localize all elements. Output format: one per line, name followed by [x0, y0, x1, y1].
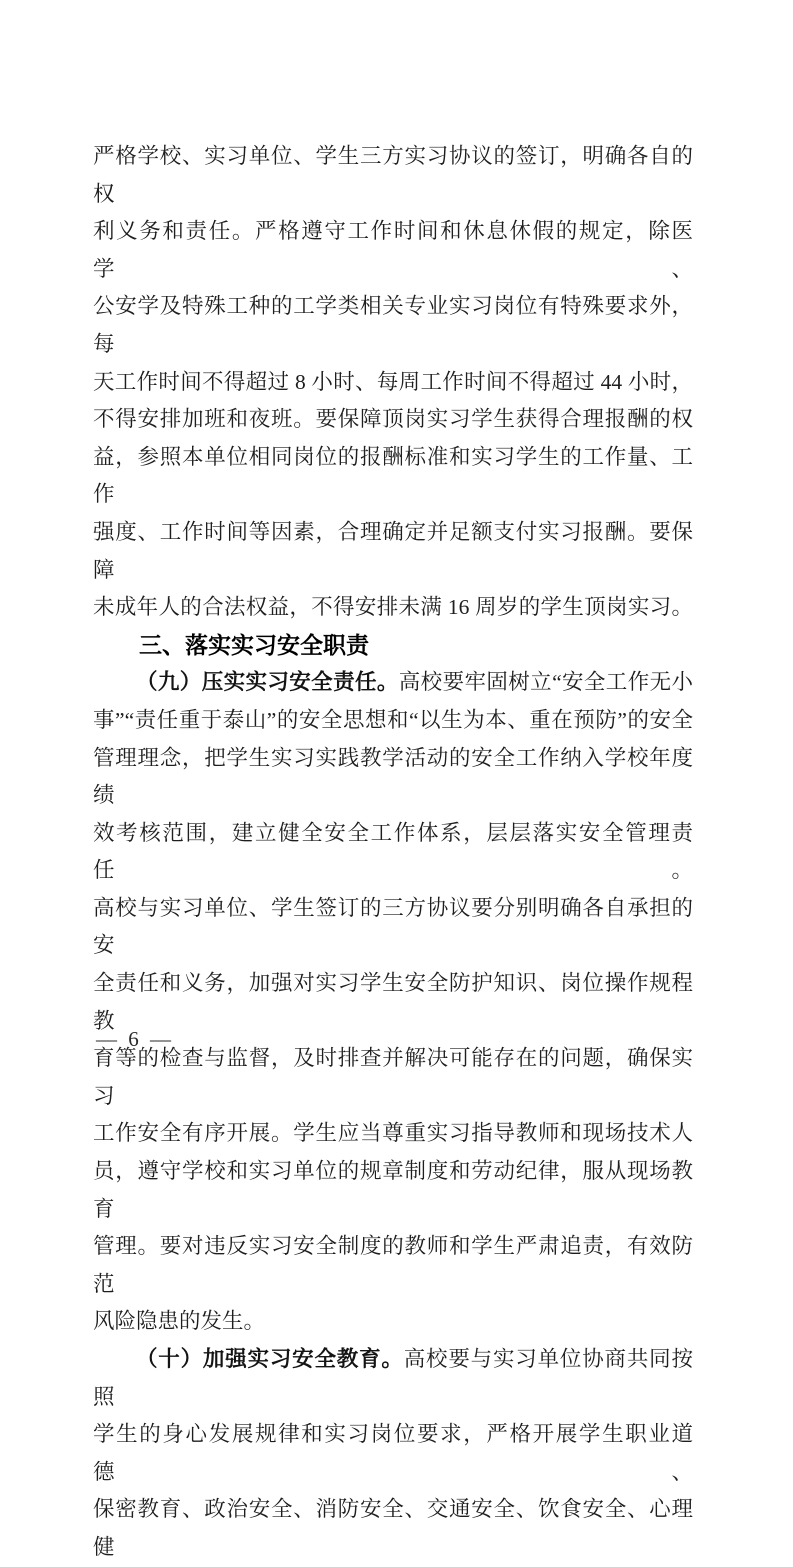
text-line: 保密教育、政治安全、消防安全、交通安全、饮食安全、心理健 [93, 1497, 693, 1559]
text-line: 严格学校、实习单位、学生三方实习协议的签订，明确各自的权 [93, 144, 693, 206]
text-line: 风险隐患的发生。 [93, 1309, 266, 1334]
text-line: 学生的身心发展规律和实习岗位要求，严格开展学生职业道德、 [93, 1422, 693, 1484]
text-line: 天工作时间不得超过 8 小时、每周工作时间不得超过 44 小时， [93, 369, 693, 394]
text-line: 高校与实习单位、学生签订的三方协议要分别明确各自承担的安 [93, 895, 693, 958]
paragraph-lead: （九）压实实习安全责任。 [136, 670, 399, 695]
text-line: 事”“责任重于泰山”的安全思想和“以生为本、重在预防”的安全 [93, 707, 693, 732]
text-line: 工作安全有序开展。学生应当尊重实习指导教师和现场技术人 [93, 1121, 693, 1146]
text-line: 育等的检查与监督，及时排查并解决可能存在的问题，确保实习 [93, 1046, 693, 1108]
text-line: （九）压实实习安全责任。高校要牢固树立“安全工作无小 [136, 670, 693, 695]
text-line: 公安学及特殊工种的工学类相关专业实习岗位有特殊要求外，每 [93, 294, 693, 356]
text-line: （十）加强实习安全教育。高校要与实习单位协商共同按照 [93, 1347, 693, 1409]
text-line: 效考核范围，建立健全安全工作体系，层层落实安全管理责任。 [93, 820, 693, 883]
text-line: 员，遵守学校和实习单位的规章制度和劳动纪律，服从现场教育 [93, 1159, 693, 1221]
text-line: 全责任和义务，加强对实习学生安全防护知识、岗位操作规程教 [93, 971, 693, 1033]
text-line: 利义务和责任。严格遵守工作时间和休息休假的规定，除医学、 [93, 219, 693, 281]
section-heading: 三、落实实习安全职责 [139, 631, 369, 658]
text-line: 管理。要对违反实习安全制度的教师和学生严肃追责，有效防范 [93, 1234, 693, 1296]
page-number: — 6 — [96, 1027, 174, 1051]
text-line: 不得安排加班和夜班。要保障顶岗实习学生获得合理报酬的权 [93, 407, 693, 432]
document-body [93, 138, 693, 1567]
text-line: 管理理念，把学生实习实践教学活动的安全工作纳入学校年度绩 [93, 745, 693, 808]
text-line: 强度、工作时间等因素，合理确定并足额支付实习报酬。要保障 [93, 519, 693, 582]
text-line: 益，参照本单位相同岗位的报酬标准和实习学生的工作量、工作 [93, 444, 693, 507]
paragraph-lead: （十）加强实习安全教育。 [136, 1347, 404, 1371]
text-line: 未成年人的合法权益，不得安排未满 16 周岁的学生顶岗实习。 [93, 595, 693, 620]
